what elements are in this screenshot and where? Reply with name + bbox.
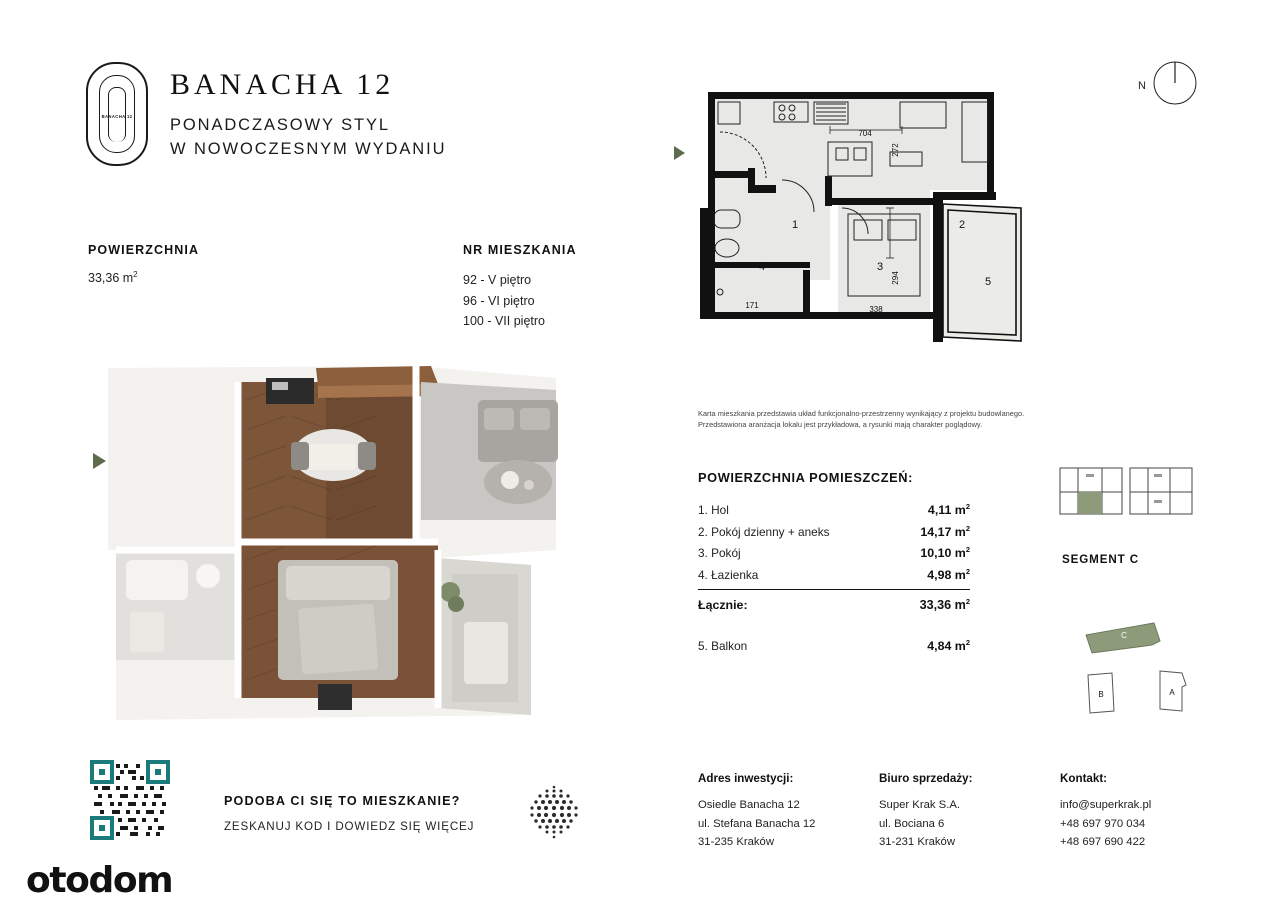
area-row: [698, 545, 970, 560]
area-balcony-value: [927, 638, 970, 653]
contact-column-address: [698, 772, 879, 852]
dimension-294: 294: [891, 271, 900, 285]
area-row-unit: 2: [965, 545, 970, 555]
floorplan-entry-arrow-icon: [674, 146, 685, 160]
area-total-label: Łącznie:: [698, 597, 748, 612]
disclaimer-line1: Karta mieszkania przedstawia układ funkcjonalno-przestrzenny wynikający z projektu budowlanego.: [698, 409, 1025, 418]
contact-column-sales-office: [879, 772, 1060, 852]
area-balcony-unit: 2: [965, 637, 970, 647]
area-row: [698, 567, 970, 582]
segment-label: SEGMENT C: [1062, 553, 1140, 566]
disclaimer: [698, 408, 1098, 430]
room-number-3: 3: [876, 261, 884, 273]
room-number-4: 4: [758, 261, 766, 273]
area-balcony-value-text: 4,84 m: [927, 638, 966, 653]
area-row-label: 4. Łazienka: [698, 568, 759, 582]
apartment-number-label: NR MIESZKANIA: [463, 243, 577, 257]
apartment-number-block: [463, 243, 577, 332]
area-row-unit: 2: [965, 502, 970, 511]
room-areas-table: [698, 470, 998, 653]
area-total-value: [920, 597, 970, 612]
area-balcony-row: [698, 638, 970, 653]
site-building-c-label: C: [1121, 631, 1127, 640]
contact-phone-2[interactable]: +48 697 690 422: [1060, 836, 1146, 849]
contact-line: 31-235 Kraków: [698, 836, 774, 849]
page-title: BANACHA 12: [170, 68, 395, 101]
area-row-value: [927, 567, 970, 582]
area-balcony-label: 5. Balkon: [698, 638, 748, 653]
brand-tagline-line2: W NOWOCZESNYM WYDANIU: [170, 139, 447, 158]
interior-render: [86, 360, 571, 735]
area-row-value: [920, 524, 970, 539]
segment-floor-diagram: [1058, 466, 1194, 520]
contact-line: Super Krak S.A.: [879, 799, 961, 811]
area-row-value-text: 10,10 m: [920, 546, 966, 561]
contact-line: 31-231 Kraków: [879, 836, 955, 849]
contact-line: Osiedle Banacha 12: [698, 799, 800, 811]
dimension-272: 272: [891, 143, 900, 157]
area-row-value-text: 14,17 m: [920, 524, 966, 539]
area-value-text: 33,36 m: [88, 271, 134, 286]
dimension-171: 171: [745, 301, 759, 310]
area-row-value-text: 4,11 m: [927, 503, 966, 518]
brand-block: [86, 62, 446, 166]
area-row-value: [928, 502, 970, 517]
area-value: [88, 270, 463, 285]
contact-phone-1[interactable]: +48 697 970 034: [1060, 817, 1146, 830]
area-row-unit: 2: [965, 566, 970, 576]
apartment-floor-1: 96 - VI piętro: [463, 293, 535, 308]
compass-north-label: N: [1138, 80, 1146, 92]
room-areas-title: POWIERZCHNIA POMIESZCZEŃ:: [698, 470, 914, 485]
contact-title: Adres inwestycji:: [698, 772, 794, 785]
area-row-label: 2. Pokój dzienny + aneks: [698, 524, 830, 539]
brand-titles: [170, 62, 446, 162]
room-number-1: 1: [791, 219, 799, 231]
area-row-label: 1. Hol: [698, 503, 729, 518]
area-row-unit: 2: [965, 523, 970, 533]
area-row-value-text: 4,98 m: [927, 568, 966, 582]
otodom-logo: otodom: [26, 860, 173, 901]
area-total-value-text: 33,36 m: [919, 597, 966, 612]
contact-title: Biuro sprzedaży:: [879, 772, 973, 785]
logo-wordmark: BANACHA 12: [101, 114, 133, 119]
area-row-value: [920, 545, 970, 560]
contact-line: ul. Bociana 6: [879, 817, 945, 830]
contacts-block: [698, 772, 1228, 852]
qr-code[interactable]: [90, 760, 170, 840]
brand-tagline-line1: PONADCZASOWY STYL: [170, 116, 390, 134]
room-number-2: 2: [958, 219, 966, 231]
apartment-floor-2: 100 - VII piętro: [463, 314, 545, 329]
area-row: [698, 502, 970, 517]
area-block: [88, 243, 463, 332]
room-number-5: 5: [984, 276, 992, 288]
area-row: [698, 524, 970, 539]
floorplan-drawing: [690, 80, 1040, 365]
dimension-704: 704: [858, 129, 872, 138]
area-total-row: [698, 589, 970, 612]
site-plan-diagram: [1082, 615, 1197, 720]
site-building-b-label: B: [1098, 690, 1104, 699]
contact-email[interactable]: info@superkrak.pl: [1060, 799, 1152, 811]
site-building-a-label: A: [1169, 688, 1175, 697]
dot-pattern-decoration: [525, 783, 583, 841]
contact-title: Kontakt:: [1060, 772, 1108, 785]
cta-block: [224, 794, 484, 833]
contact-line: ul. Stefana Banacha 12: [698, 817, 816, 830]
banacha-logo-icon: [86, 62, 148, 166]
area-total-unit: 2: [965, 596, 970, 606]
compass-icon: [1152, 60, 1198, 106]
area-row-label: 3. Pokój: [698, 546, 741, 561]
cta-heading: PODOBA CI SIĘ TO MIESZKANIE?: [224, 794, 461, 808]
area-label: POWIERZCHNIA: [88, 243, 200, 257]
disclaimer-line2: Przedstawiona aranżacja lokalu jest przykładowa, a rysunki mają charakter poglądowy.: [698, 420, 983, 430]
contact-column-contact: [1060, 772, 1228, 852]
dimension-338: 338: [869, 305, 883, 314]
apartment-floor-0: 92 - V piętro: [463, 273, 532, 287]
cta-subtext: ZESKANUJ KOD I DOWIEDZ SIĘ WIĘCEJ: [224, 820, 475, 833]
meta-row: [88, 243, 608, 332]
area-unit: 2: [133, 270, 138, 279]
